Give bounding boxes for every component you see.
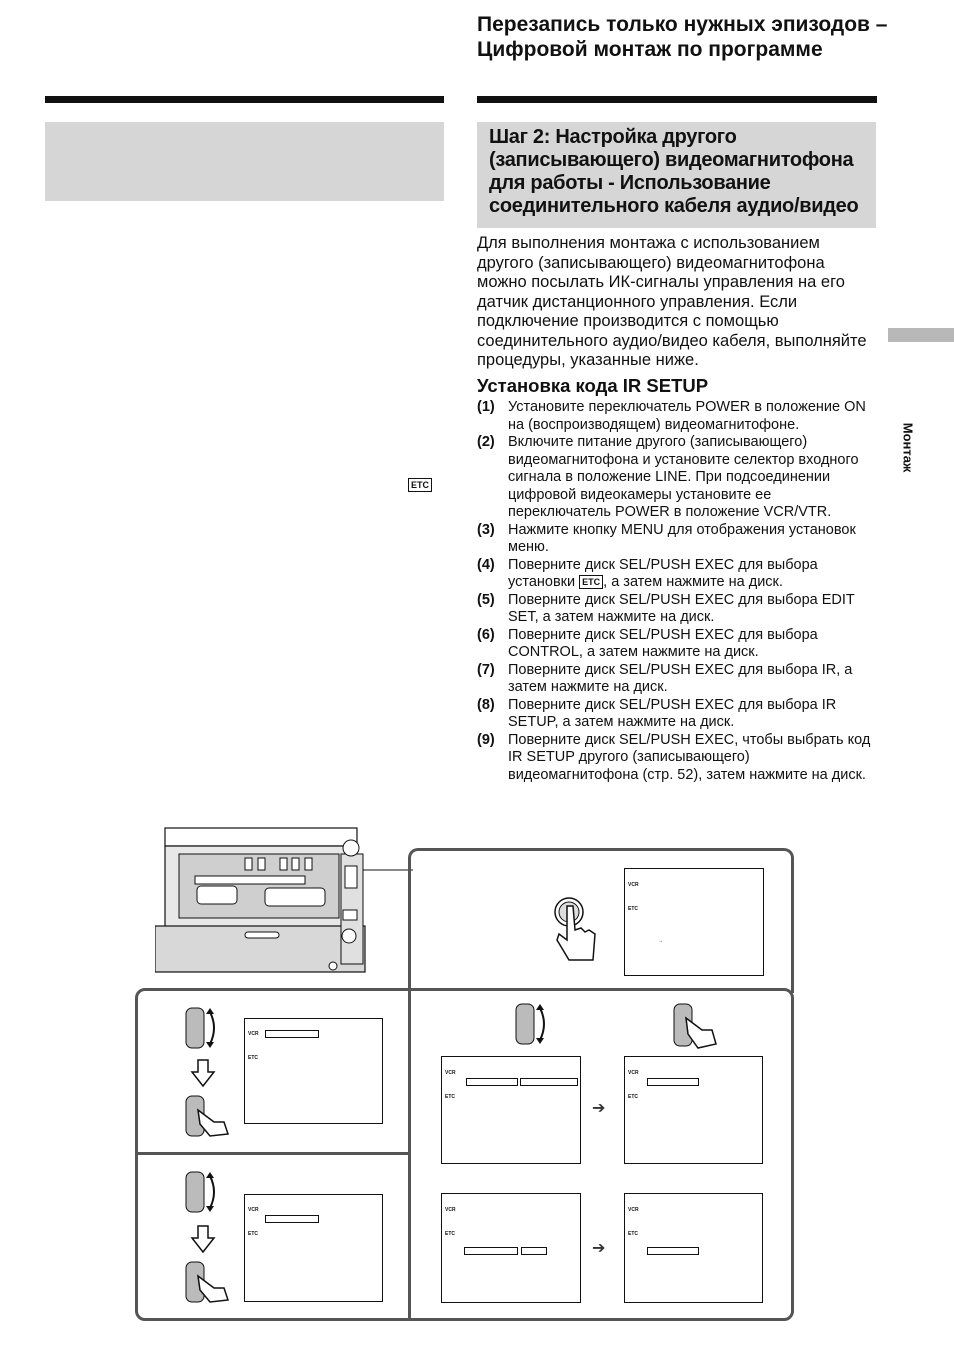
etc-icon: ETC bbox=[248, 1231, 258, 1237]
step-text-before: Поверните диск SEL/PUSH EXEC для выбора установки bbox=[508, 556, 818, 590]
vcr-icon: VCR bbox=[248, 1031, 259, 1037]
vcr-icon: VCR bbox=[628, 1207, 639, 1213]
menu-screen bbox=[624, 868, 764, 976]
menu-screen bbox=[624, 1056, 763, 1164]
vcr-device-illustration bbox=[155, 826, 415, 982]
step-item bbox=[477, 522, 877, 557]
step-number: (4) bbox=[477, 556, 495, 573]
step-number: (6) bbox=[477, 626, 495, 643]
etc-icon: ETC bbox=[628, 1231, 638, 1237]
step-number: (3) bbox=[477, 521, 495, 538]
etc-icon: ETC bbox=[445, 1231, 455, 1237]
step-item bbox=[477, 627, 877, 662]
step-number: (5) bbox=[477, 591, 495, 608]
hand-press-icon bbox=[184, 1260, 230, 1304]
right-arrow-icon: ➔ bbox=[592, 1240, 606, 1257]
vcr-icon: VCR bbox=[445, 1070, 456, 1076]
dial-icon bbox=[184, 1166, 224, 1218]
etc-icon: ETC bbox=[628, 906, 638, 912]
hand-press-icon bbox=[545, 888, 605, 968]
down-arrow-icon bbox=[190, 1224, 216, 1254]
steps-list bbox=[477, 399, 877, 784]
step-number: (7) bbox=[477, 661, 495, 678]
etc-icon: ETC bbox=[628, 1094, 638, 1100]
step-text-after: , а затем нажмите на диск. bbox=[603, 574, 783, 590]
panel-divider-h bbox=[135, 1152, 410, 1155]
etc-icon: ETC bbox=[579, 575, 603, 589]
step-item bbox=[477, 399, 877, 434]
vcr-icon: VCR bbox=[248, 1207, 259, 1213]
step-text bbox=[508, 557, 877, 592]
hand-press-icon bbox=[184, 1094, 230, 1138]
vcr-icon: VCR bbox=[628, 882, 639, 888]
dial-icon bbox=[514, 1002, 554, 1046]
step-text: Поверните диск SEL/PUSH EXEC для выбора CONTROL, а затем нажмите на диск. bbox=[508, 626, 818, 660]
step-text: Поверните диск SEL/PUSH EXEC для выбора IR SETUP, а затем нажмите на диск. bbox=[508, 696, 837, 730]
step-item bbox=[477, 434, 877, 522]
step-text: Включите питание другого (записывающего) видеомагнитофона и установите селектор входного сигнала в положение LINE. При подсоединении цифровой видеокамеры установите ее переключатель POWER в положение VCR/VTR. bbox=[508, 434, 859, 520]
menu-screen bbox=[244, 1194, 383, 1302]
hand-press-icon bbox=[672, 1002, 718, 1050]
etc-icon: ETC bbox=[248, 1055, 258, 1061]
subheading: Установка кода IR SETUP bbox=[477, 375, 709, 396]
step-number: (1) bbox=[477, 399, 495, 415]
left-rule bbox=[45, 96, 444, 103]
step-number: (9) bbox=[477, 731, 495, 748]
step-text: Поверните диск SEL/PUSH EXEC для выбора IR, а затем нажмите на диск. bbox=[508, 661, 853, 695]
step-heading: Шаг 2: Настройка другого (записывающего) видеомагнитофона для работы - Использование соединительного кабеля аудио/видео bbox=[489, 126, 859, 217]
step-text: Поверните диск SEL/PUSH EXEC, чтобы выбрать код IR SETUP другого (записывающего) видеомагнитофона (стр. 52), затем нажмите на диск. bbox=[508, 731, 871, 783]
intro-paragraph: Для выполнения монтажа с использованием другого (записывающего) видеомагнитофона можно посылать ИК-сигналы управления на его датчик дистанционного управления. Если подключение производится с помощью соединительного аудио/видео кабеля, выполняйте процедуры, указанные ниже. bbox=[477, 234, 867, 369]
right-arrow-icon: → bbox=[658, 938, 663, 944]
title-rule bbox=[477, 96, 877, 103]
step-item bbox=[477, 592, 877, 627]
step-number: (2) bbox=[477, 434, 495, 450]
section-label: Монтаж bbox=[900, 422, 916, 473]
dial-icon bbox=[184, 1002, 224, 1054]
left-gray-box bbox=[45, 122, 444, 201]
etc-icon: ETC bbox=[445, 1094, 455, 1100]
etc-icon: ETC bbox=[408, 478, 432, 492]
down-arrow-icon bbox=[190, 1058, 216, 1088]
menu-screen bbox=[244, 1018, 383, 1124]
step-text: Установите переключатель POWER в положение ON на (воспроизводящем) видеомагнитофоне. bbox=[508, 399, 866, 433]
section-tab bbox=[888, 328, 954, 342]
right-arrow-icon: ➔ bbox=[592, 1100, 606, 1117]
step-text: Поверните диск SEL/PUSH EXEC для выбора EDIT SET, а затем нажмите на диск. bbox=[508, 591, 855, 625]
step-text: Нажмите кнопку MENU для отображения установок меню. bbox=[508, 521, 856, 555]
vcr-icon: VCR bbox=[445, 1207, 456, 1213]
vcr-icon: VCR bbox=[628, 1070, 639, 1076]
step-item bbox=[477, 697, 877, 732]
step-item bbox=[477, 557, 877, 592]
menu-screen bbox=[441, 1193, 581, 1303]
step-item bbox=[477, 662, 877, 697]
step-number: (8) bbox=[477, 696, 495, 713]
menu-screen bbox=[624, 1193, 763, 1303]
page-title: Перезапись только нужных эпизодов – Цифровой монтаж по программе bbox=[477, 13, 888, 61]
step-item bbox=[477, 732, 877, 785]
menu-screen bbox=[441, 1056, 581, 1164]
